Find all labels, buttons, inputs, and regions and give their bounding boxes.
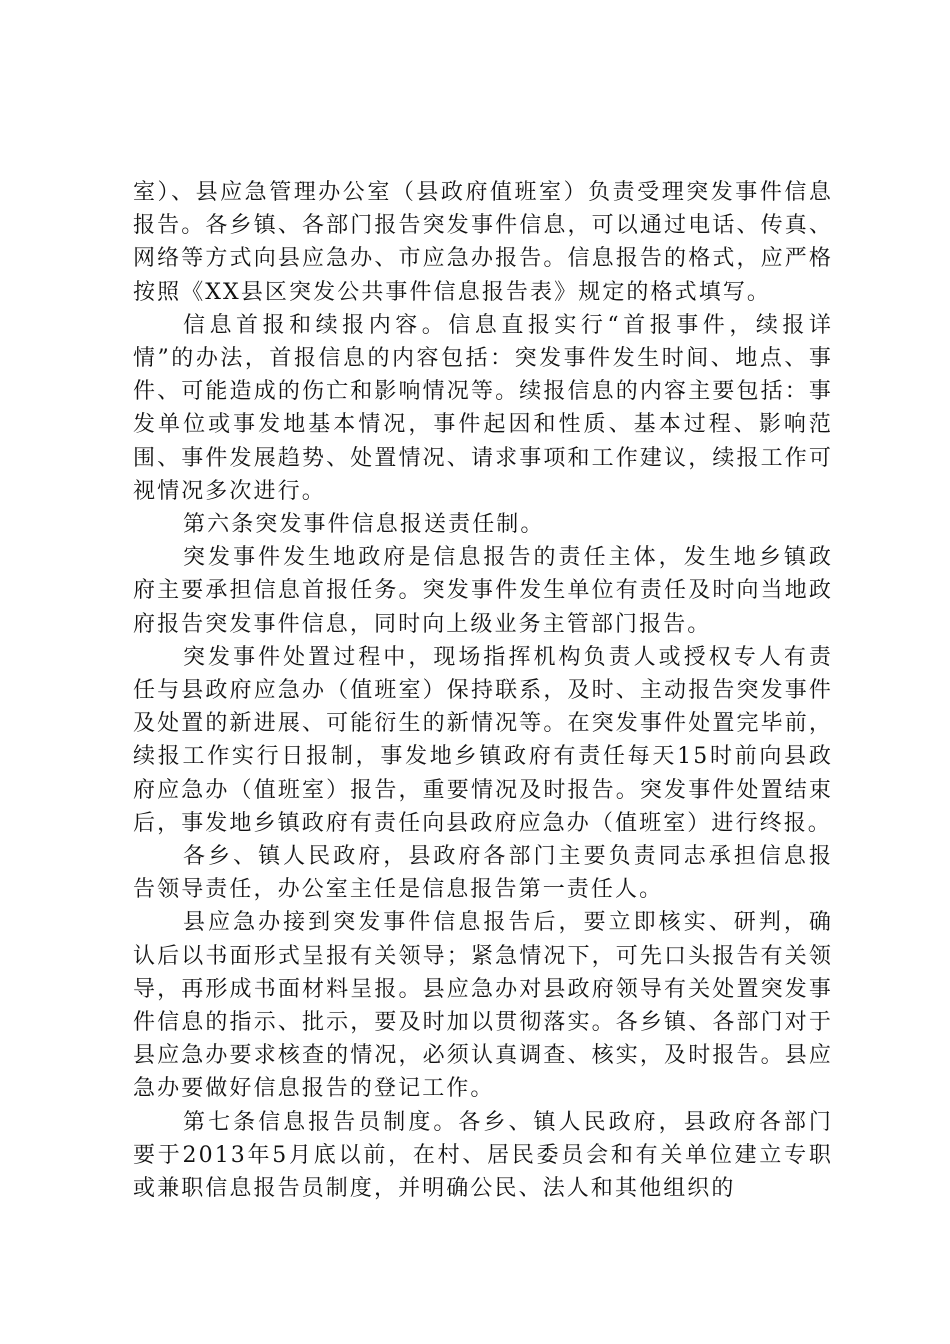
paragraph-5: 突发事件处置过程中，现场指挥机构负责人或授权专人有责任与县政府应急办（值班室）保持联系，及时、主动报告突发事件及处置的新进展、可能衍生的新情况等。在突发事件处置完毕前，续报工作实行日报制，事发地乡镇政府有责任每天15时前向县政府应急办（值班室）报告，重要情况及时报告。突发事件处置结束后，事发地乡镇政府有责任向县政府应急办（值班室）进行终报。 xyxy=(133,644,833,836)
paragraph-8: 第七条信息报告员制度。各乡、镇人民政府，县政府各部门要于2013年5月底以前，在村、居民委员会和有关单位建立专职或兼职信息报告员制度，并明确公民、法人和其他组织的 xyxy=(133,1109,833,1202)
paragraph-6: 各乡、镇人民政府，县政府各部门主要负责同志承担信息报告领导责任，办公室主任是信息报告第一责任人。 xyxy=(133,844,833,903)
paragraph-2: 信息首报和续报内容。信息直报实行“首报事件，续报详情”的办法，首报信息的内容包括：突发事件发生时间、地点、事件、可能造成的伤亡和影响情况等。续报信息的内容主要包括：事发单位或事发地基本情况，事件起因和性质、基本过程、影响范围、事件发展趋势、处置情况、请求事项和工作建议，续报工作可视情况多次进行。 xyxy=(133,312,833,504)
document-body xyxy=(133,176,833,1205)
paragraph-1: 室）、县应急管理办公室（县政府值班室）负责受理突发事件信息报告。各乡镇、各部门报告突发事件信息，可以通过电话、传真、网络等方式向县应急办、市应急办报告。信息报告的格式，应严格按照《XX县区突发公共事件信息报告表》规定的格式填写。 xyxy=(133,180,833,305)
paragraph-7: 县应急办接到突发事件信息报告后，要立即核实、研判，确认后以书面形式呈报有关领导；紧急情况下，可先口头报告有关领导，再形成书面材料呈报。县应急办对县政府领导有关处置突发事件信息的指示、批示，要及时加以贯彻落实。各乡镇、各部门对于县应急办要求核查的情况，必须认真调查、核实，及时报告。县应急办要做好信息报告的登记工作。 xyxy=(133,910,833,1102)
paragraph-3-heading: 第六条突发事件信息报送责任制。 xyxy=(183,512,545,538)
paragraph-4: 突发事件发生地政府是信息报告的责任主体，发生地乡镇政府主要承担信息首报任务。突发事件发生单位有责任及时向当地政府报告突发事件信息，同时向上级业务主管部门报告。 xyxy=(133,545,833,637)
